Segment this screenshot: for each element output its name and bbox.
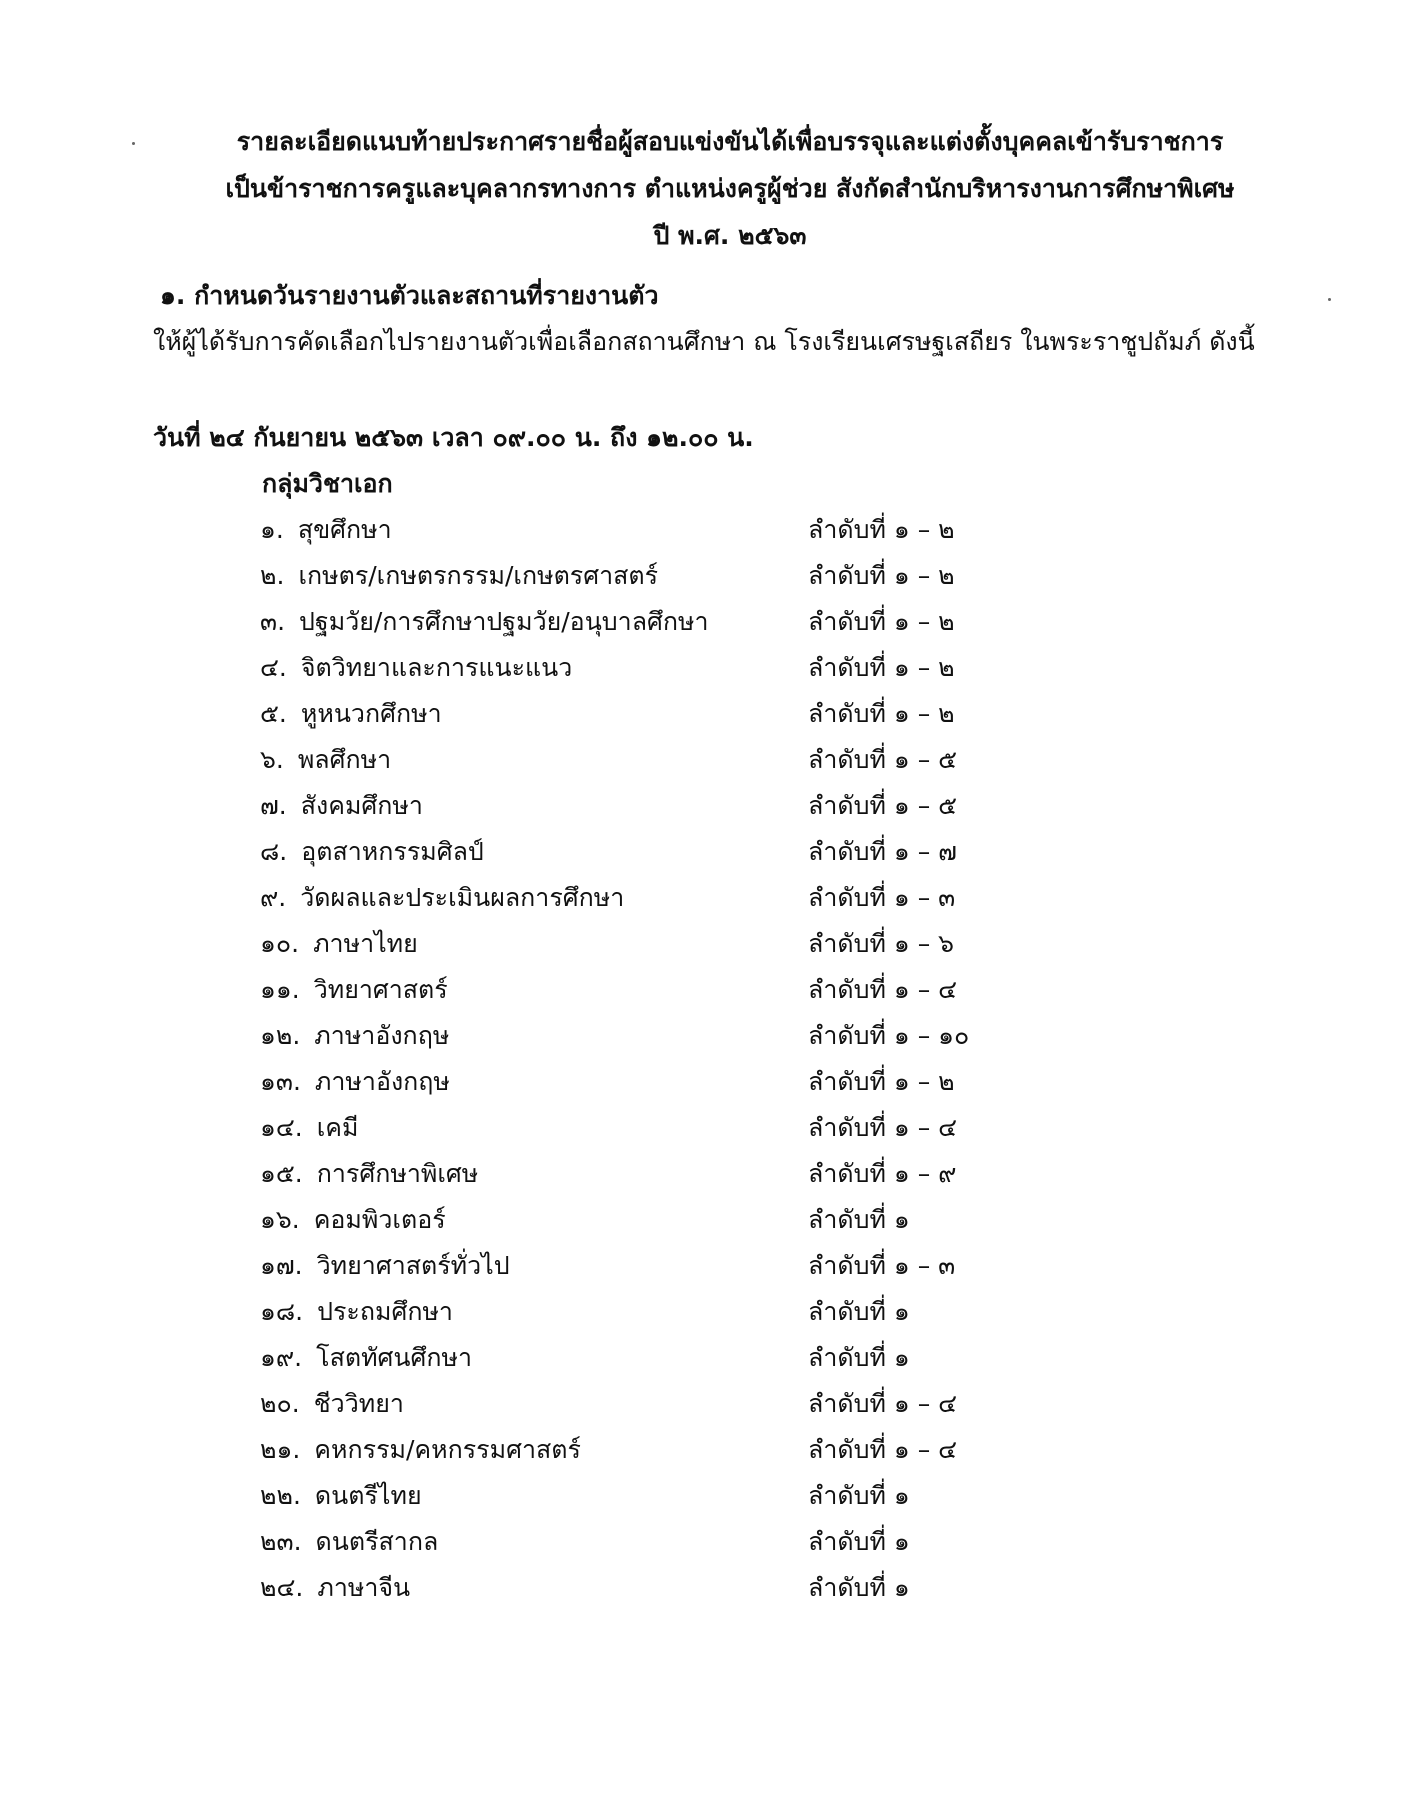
list-item [0,832,1417,878]
list-item [0,1108,1417,1154]
subject-entry [260,1062,450,1102]
subject-entry [260,556,658,596]
subject-rank: ลำดับที่ ๑ – ๔ [808,1435,958,1464]
header-line-1: รายละเอียดแนบท้ายประกาศรายชื่อผู้สอบแข่งขันได้เพื่อบรรจุและแต่งตั้งบุคคลเข้ารับราชการ [236,127,1224,156]
list-item [0,556,1417,602]
subject-name: อุตสาหกรรมศิลป์ [301,837,484,866]
subject-entry [260,1568,410,1608]
subject-entry [260,1246,510,1286]
subject-name: หูหนวกศึกษา [300,699,442,728]
subject-entry [260,694,442,734]
subject-number: ๑. [260,515,284,544]
subject-name: ภาษาอังกฤษ [314,1021,450,1050]
list-item [0,510,1417,556]
subject-rank: ลำดับที่ ๑ – ๔ [808,1389,958,1418]
subject-name: เคมี [316,1113,359,1142]
subject-name: สังคมศึกษา [300,791,423,820]
subject-entry [260,1522,438,1562]
list-item [0,602,1417,648]
subject-entry [260,1292,453,1332]
subject-rank: ลำดับที่ ๑ – ๒ [808,699,955,728]
list-item [0,1476,1417,1522]
subject-name: ดนตรีไทย [314,1481,422,1510]
subject-number: ๓. [260,607,286,636]
subject-entry [260,740,391,780]
subject-number: ๒๔. [260,1573,304,1602]
subject-number: ๑๐. [260,929,300,958]
subject-name: ภาษาไทย [313,929,418,958]
subject-rank: ลำดับที่ ๑ – ๔ [808,975,958,1004]
subject-name: โสตทัศนศึกษา [316,1343,473,1372]
subject-rank: ลำดับที่ ๑ – ๒ [808,561,955,590]
subject-rank: ลำดับที่ ๑ [808,1205,910,1234]
list-item [0,786,1417,832]
subject-entry [260,1200,446,1240]
subject-number: ๘. [260,837,288,866]
subject-rank: ลำดับที่ ๑ – ๗ [808,837,957,866]
subject-rank: ลำดับที่ ๑ [808,1297,910,1326]
subject-number: ๑๖. [260,1205,300,1234]
list-item [0,648,1417,694]
subject-rank: ลำดับที่ ๑ – ๑๐ [808,1021,970,1050]
document-header [200,118,1260,259]
list-item [0,1522,1417,1568]
list-item [0,1568,1417,1614]
subject-rank: ลำดับที่ ๑ – ๒ [808,515,955,544]
subject-entry [260,1108,359,1148]
instruction-text: ให้ผู้ได้รับการคัดเลือกไปรายงานตัวเพื่อเลือกสถานศึกษา ณ โรงเรียนเศรษฐเสถียร ในพระราชูปถัมภ์ ดังนี้ [153,327,1255,356]
subject-rank: ลำดับที่ ๑ – ๒ [808,1067,955,1096]
subject-name: คอมพิวเตอร์ [313,1205,446,1234]
subject-entry [260,602,709,642]
subject-name: ประถมศึกษา [317,1297,453,1326]
subject-rank: ลำดับที่ ๑ [808,1573,910,1602]
subject-number: ๑๑. [260,975,300,1004]
subject-name: ชีววิทยา [313,1389,404,1418]
subject-entry [260,1154,478,1194]
subject-rank: ลำดับที่ ๑ [808,1527,910,1556]
list-item [0,924,1417,970]
list-item [0,740,1417,786]
subject-name: คหกรรม/คหกรรมศาสตร์ [314,1435,581,1464]
subject-rank: ลำดับที่ ๑ [808,1481,910,1510]
list-item [0,1292,1417,1338]
subject-number: ๑๓. [260,1067,301,1096]
subject-number: ๑๕. [260,1159,303,1188]
list-item [0,694,1417,740]
subject-rank: ลำดับที่ ๑ – ๓ [808,1251,956,1280]
list-item [0,1016,1417,1062]
subject-entry [260,1430,581,1470]
subject-name: ภาษาอังกฤษ [314,1067,450,1096]
list-item [0,1200,1417,1246]
subject-rank: ลำดับที่ ๑ – ๒ [808,607,955,636]
header-line-2: เป็นข้าราชการครูและบุคลากรทางการ ตำแหน่งครูผู้ช่วย สังกัดสำนักบริหารงานการศึกษาพิเศษ [225,174,1235,203]
subject-rank: ลำดับที่ ๑ – ๔ [808,1113,958,1142]
subject-rank: ลำดับที่ ๑ – ๒ [808,653,955,682]
list-item [0,1338,1417,1384]
subject-entry [260,970,448,1010]
subject-number: ๑๙. [260,1343,303,1372]
subject-rank: ลำดับที่ ๑ – ๖ [808,929,955,958]
subject-entry [260,1016,449,1056]
subject-number: ๒๑. [260,1435,301,1464]
group-label: กลุ่มวิชาเอก [262,469,393,498]
subject-entry [260,648,572,688]
subject-entry [260,786,423,826]
subject-list [0,510,1417,1614]
scan-speck [1328,298,1331,301]
subject-number: ๑๗. [260,1251,303,1280]
subject-number: ๕. [260,699,287,728]
header-line-3: ปี พ.ศ. ๒๕๖๓ [653,221,807,250]
list-item [0,1154,1417,1200]
subject-entry [260,878,624,918]
subject-rank: ลำดับที่ ๑ – ๕ [808,745,958,774]
subject-number: ๙. [260,883,287,912]
subject-name: วัดผลและประเมินผลการศึกษา [300,883,625,912]
subject-rank: ลำดับที่ ๑ – ๕ [808,791,958,820]
subject-number: ๑๒. [260,1021,301,1050]
subject-entry [260,1476,422,1516]
list-item [0,1062,1417,1108]
subject-entry [260,1384,404,1424]
subject-name: ปฐมวัย/การศึกษาปฐมวัย/อนุบาลศึกษา [299,607,709,636]
section-title: ๑. กำหนดวันรายงานตัวและสถานที่รายงานตัว [160,281,659,310]
list-item [0,878,1417,924]
subject-rank: ลำดับที่ ๑ – ๓ [808,883,956,912]
subject-number: ๑๔. [260,1113,303,1142]
subject-name: จิตวิทยาและการแนะแนว [300,653,573,682]
scan-speck [132,142,135,145]
subject-number: ๔. [260,653,287,682]
list-item [0,970,1417,1016]
subject-number: ๒๒. [260,1481,301,1510]
list-item [0,1384,1417,1430]
subject-number: ๒๓. [260,1527,302,1556]
subject-name: การศึกษาพิเศษ [316,1159,479,1188]
subject-number: ๗. [260,791,287,820]
schedule-date-line: วันที่ ๒๔ กันยายน ๒๕๖๓ เวลา ๐๙.๐๐ น. ถึง ๑๒.๐๐ น. [153,423,754,452]
subject-entry [260,510,392,550]
subject-name: สุขศึกษา [297,515,392,544]
subject-name: วิทยาศาสตร์ [313,975,448,1004]
subject-name: พลศึกษา [297,745,392,774]
subject-rank: ลำดับที่ ๑ – ๙ [808,1159,957,1188]
subject-name: วิทยาศาสตร์ทั่วไป [316,1251,510,1280]
subject-number: ๒. [260,561,285,590]
subject-number: ๒๐. [260,1389,300,1418]
subject-entry [260,832,484,872]
subject-rank: ลำดับที่ ๑ [808,1343,910,1372]
subject-name: ภาษาจีน [317,1573,411,1602]
subject-number: ๖. [260,745,284,774]
list-item [0,1246,1417,1292]
subject-number: ๑๘. [260,1297,304,1326]
subject-name: เกษตร/เกษตรกรรม/เกษตรศาสตร์ [298,561,659,590]
subject-entry [260,924,418,964]
list-item [0,1430,1417,1476]
subject-name: ดนตรีสากล [315,1527,439,1556]
subject-entry [260,1338,472,1378]
